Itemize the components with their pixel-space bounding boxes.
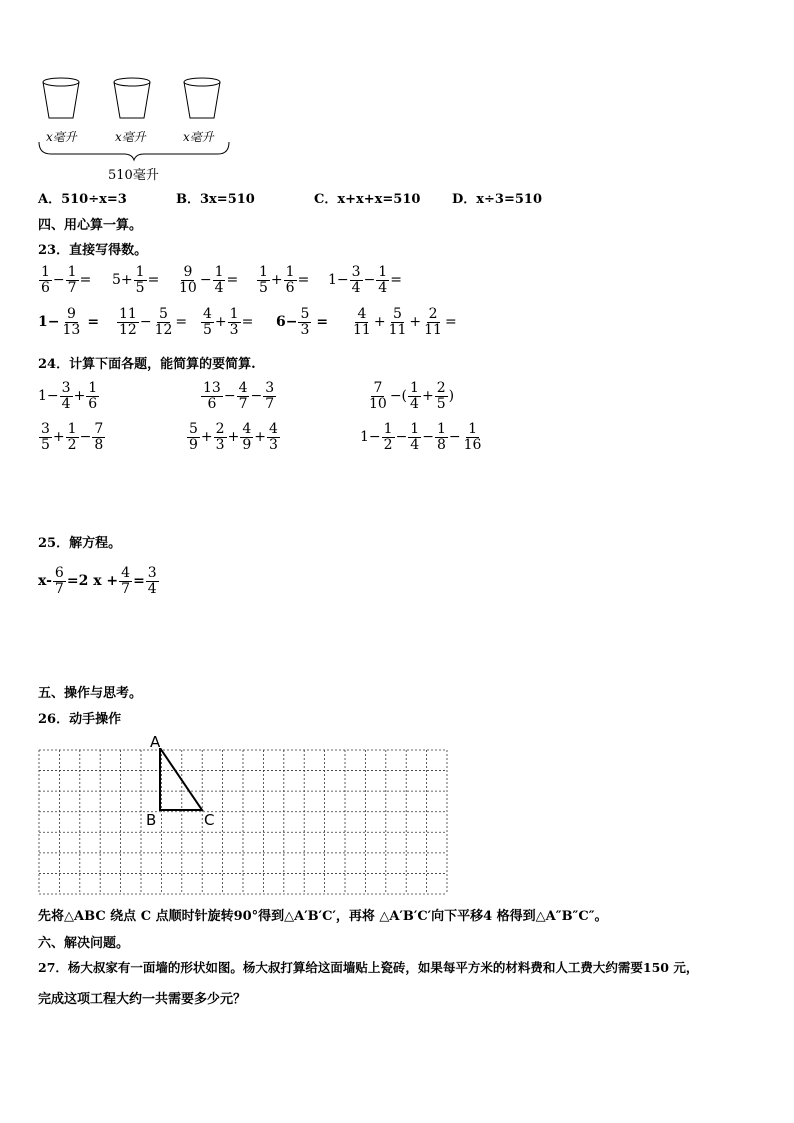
triangle-abc	[160, 748, 202, 810]
q24-expr-4: $\frac{3}{5}$ + $\frac{1}{2}$ − $\frac{7}{8}$	[41, 421, 104, 453]
q23-r2-item1: 1− $\frac{9}{13}$ =	[38, 306, 100, 338]
cup-icon	[43, 78, 79, 118]
cup-total-label: 510毫升	[108, 168, 159, 183]
option-d[interactable]: D．x÷3=510	[452, 192, 542, 207]
q23-r1-item3: $\frac{9}{10}$ − $\frac{1}{4}$ =	[179, 264, 239, 296]
section-4-heading: 四、用心算一算。	[38, 218, 143, 233]
section-6-heading: 六、解决问题。	[38, 936, 130, 951]
q24-expr-3: $\frac{7}{10}$ −( $\frac{1}{4}$ + $\frac{2}{5}$ )	[369, 380, 455, 412]
q26-instruction: 先将△ABC 绕点 C 点顺时针旋转90°得到△A′B′C′，再将 △A′B′C′向下平移4 格得到△A″B″C″。	[38, 909, 608, 924]
q23-r2-item3: $\frac{4}{5}$ + $\frac{1}{3}$ =	[203, 306, 254, 338]
q23-title: 23．直接写得数。	[38, 243, 148, 258]
q23-r2-item2: $\frac{11}{12}$ − $\frac{5}{12}$ =	[119, 306, 188, 338]
q25-equation: x- $\frac{6}{7}$ =2 x + $\frac{4}{7}$ = $\frac{3}{4}$	[38, 565, 157, 597]
section-5-heading: 五、操作与思考。	[38, 686, 143, 701]
cup-label-1: x毫升	[46, 130, 77, 144]
vertex-label-a: A	[150, 733, 161, 751]
cup-icon	[184, 78, 220, 118]
cup-label-3: x毫升	[183, 130, 214, 144]
q23-r2-item4: 6− $\frac{5}{3}$ =	[276, 306, 329, 338]
option-c[interactable]: C．x+x+x=510	[314, 192, 421, 207]
q23-r1-item4: $\frac{1}{5}$ + $\frac{1}{6}$ =	[259, 264, 310, 296]
q23-r1-item1: $\frac{1}{6}$ − $\frac{1}{7}$ =	[41, 264, 92, 296]
q24-expr-1: 1− $\frac{3}{4}$ + $\frac{1}{6}$	[38, 380, 98, 412]
q27-line-2: 完成这项工程大约一共需要多少元？	[38, 992, 247, 1007]
option-b[interactable]: B．3x=510	[176, 192, 255, 207]
cup-icon	[114, 78, 150, 118]
grid-figure	[38, 748, 450, 896]
q27-line-1: 27．杨大叔家有一面墙的形状如图。杨大叔打算给这面墙贴上瓷砖，如果每平方米的材料费和人工费大约需要150 元，	[38, 960, 699, 975]
q26-title: 26．动手操作	[38, 712, 122, 727]
q24-expr-5: $\frac{5}{9}$ + $\frac{2}{3}$ + $\frac{4}{9}$ + $\frac{4}{3}$	[189, 421, 278, 453]
cup-label-2: x毫升	[115, 130, 146, 144]
q24-expr-6: 1− $\frac{1}{2}$ − $\frac{1}{4}$ − $\frac{1}{8}$ − $\frac{1}{16}$	[360, 421, 482, 453]
q23-r1-item2: 5+ $\frac{1}{5}$ =	[112, 264, 160, 296]
vertex-label-c: C	[204, 811, 215, 829]
q23-r2-item5: $\frac{4}{11}$ + $\frac{5}{11}$ + $\frac{2}{11}$ =	[353, 306, 457, 338]
option-a[interactable]: A．510÷x=3	[38, 192, 127, 207]
q25-title: 25．解方程。	[38, 536, 122, 551]
q24-title: 24．计算下面各题，能简算的要简算.	[38, 357, 256, 372]
q23-r1-item5: 1− $\frac{3}{4}$ − $\frac{1}{4}$ =	[328, 264, 402, 296]
q24-expr-2: $\frac{13}{6}$ − $\frac{4}{7}$ − $\frac{3}{7}$	[203, 380, 275, 412]
vertex-label-b: B	[146, 811, 157, 829]
